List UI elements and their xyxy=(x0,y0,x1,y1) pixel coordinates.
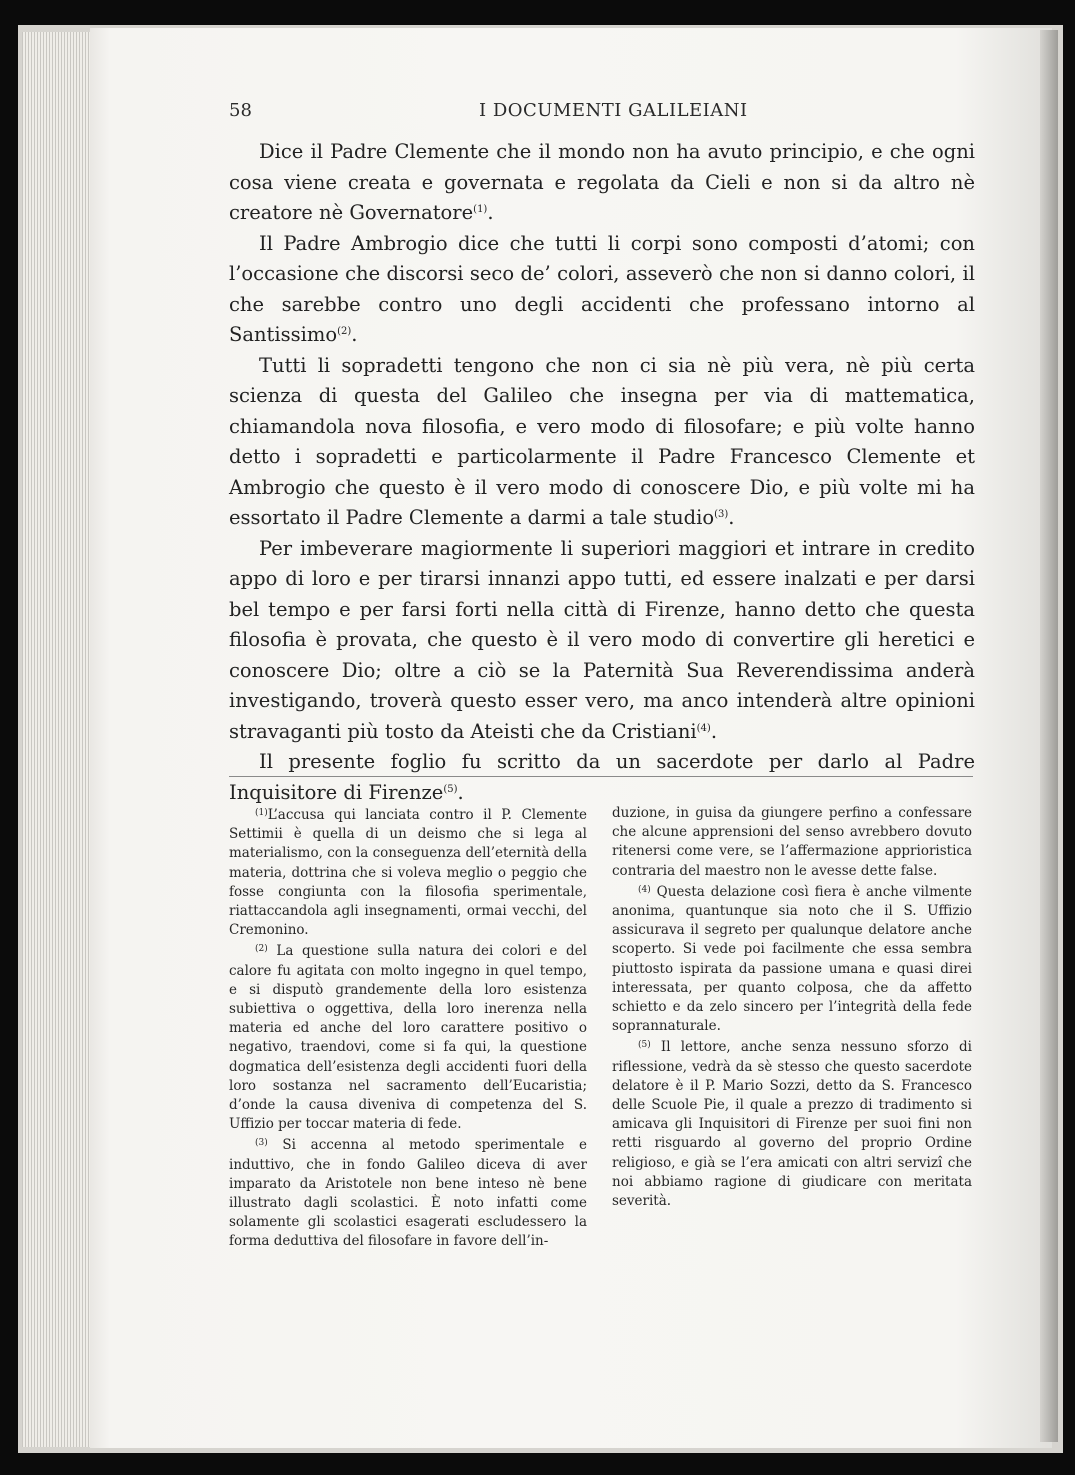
footnote: $^{(4)}$ Questa delazione così fiera è anche vilmente anonima, quantunque sia noto che il S. Uffizio assicurava il segreto per qualunque delatore anche scoperto. Si vede poi facilmente che essa sembra piuttosto ispirata da passione umana e quasi direi interessata, per quanto colposa, che da affetto schietto e da zelo sincero per l’integrità della fede soprannaturale. xyxy=(612,883,972,1035)
footnote-marker: (4) xyxy=(638,884,651,895)
paragraph: Il Padre Ambrogio dice che tutti li corpi sono composti d’atomi; con l’occasione che discorsi seco de’ colori, asseverò che non si danno colori, il che sarebbe contro uno degli accidenti che professano intorno al Santissimo$^{(2)}$. xyxy=(229,231,975,346)
paragraph: Per imbeverare magiormente li superiori maggiori et intrare in credito appo di loro e per tirarsi innanzi appo tutti, ed essere inalzati e per darsi bel tempo e per farsi forti nella città di Firenze, hanno detto che questa filosofia è provata, che questo è il vero modo di convertire gli heretici e conoscere Dio; oltre a ciò se la Paternità Sua Reverendissima anderà investigando, troverà questo esser vero, ma anco intenderà altre opinioni stravaganti più tosto da Ateisti che da Cristiani$^{(4)}$. xyxy=(229,536,975,743)
footnote-marker: (1) xyxy=(255,808,268,818)
footnote-marker: (2) xyxy=(255,944,268,955)
page-header xyxy=(229,100,974,124)
paragraph: Dice il Padre Clemente che il mondo non ha avuto principio, e che ogni cosa viene creata e governata e regolata da Cieli e non si da altro nè creatore nè Governatore$^{(1)}$. xyxy=(229,140,975,224)
note-ref: (2) xyxy=(337,326,352,337)
paragraph: Tutti li sopradetti tengono che non ci sia nè più vera, nè più certa scienza di questa del Galileo che insegna per via di mattematica, chiamandola nova filosofia, e vero modo di filosofare; e più volte hanno detto i sopradetti e particolarmente il Padre Francesco Clemente et Ambrogio che questo è il vero modo di conoscere Dio, e più volte mi ha essortato il Padre Clemente a darmi a tale studio$^{(3)}$. xyxy=(229,353,975,529)
footnote: $^{(2)}$ La questione sulla natura dei colori e del calore fu agitata con molto ingegno in quel tempo, e si disputò grandemente della loro esistenza subiettiva o oggettiva, della loro inerenza nella materia ed anche del loro carattere positivo o negativo, traendovi, come si fa qui, la questione dogmatica dell’esistenza degli accidenti fuori della loro sostanza nel sacramento dell’Eucaristia; d’onde la causa diveniva di competenza del S. Uffizio per toccar materia di fede. xyxy=(229,943,587,1133)
note-ref: (4) xyxy=(696,722,711,734)
footnote-marker: (3) xyxy=(255,1138,268,1149)
page-shadow xyxy=(1040,30,1058,1442)
main-text xyxy=(229,137,975,808)
footnote-marker: (5) xyxy=(638,1040,651,1051)
note-ref: (5) xyxy=(443,783,458,795)
running-title: I DOCUMENTI GALILEIANI xyxy=(479,100,748,121)
page-number: 58 xyxy=(229,100,252,121)
footnote: $^{(1)}$L’accusa qui lanciata contro il P. Clemente Settimii è quella di un deismo che si lega al materialismo, con la conseguenza dell’eternità della materia, dottrina che si voleva meglio o peggio che fosse congiunta con la filosofia sperimentale, riattaccandola agli insegnamenti, ormai vecchi, del Cremonino. xyxy=(229,807,587,939)
footnotes-right-column xyxy=(612,804,972,1211)
footnotes-left-column xyxy=(229,804,587,1252)
paragraph: Il presente foglio fu scritto da un sacerdote per darlo al Padre Inquisitore di Firenze$^{(5)}$. xyxy=(229,750,975,804)
note-ref: (3) xyxy=(714,509,729,520)
footnote: $^{(5)}$ Il lettore, anche senza nessuno sforzo di riflessione, vedrà da sè stesso che questo sacerdote delatore è il P. Mario Sozzi, detto da S. Francesco delle Scuole Pie, il quale a prezzo di tradimento si amicava gli Inquisitori di Firenze per suoi fini non retti risguardo al governo del proprio Ordine religioso, e già se l’era amicati con altri servizî che noi abbiamo ragione di giudicare con meritata severità. xyxy=(612,1039,972,1210)
footnote-continuation: duzione, in guisa da giungere perfino a confessare che alcune apprensioni del senso avrebbero dovuto ritenersi come vere, se l’affermazione apprioristica contraria del maestro non le avesse dette false. xyxy=(612,805,972,879)
footnote-rule xyxy=(229,776,973,777)
note-ref: (1) xyxy=(473,204,488,215)
footnote: $^{(3)}$ Si accenna al metodo sperimentale e induttivo, che in fondo Galileo diceva di aver imparato da Aristotele non bene inteso nè bene illustrato dagli scolastici. È noto infatti come solamente gli scolastici esagerati escludessero la forma deduttiva del filosofare in favore dell’in- xyxy=(229,1137,587,1250)
